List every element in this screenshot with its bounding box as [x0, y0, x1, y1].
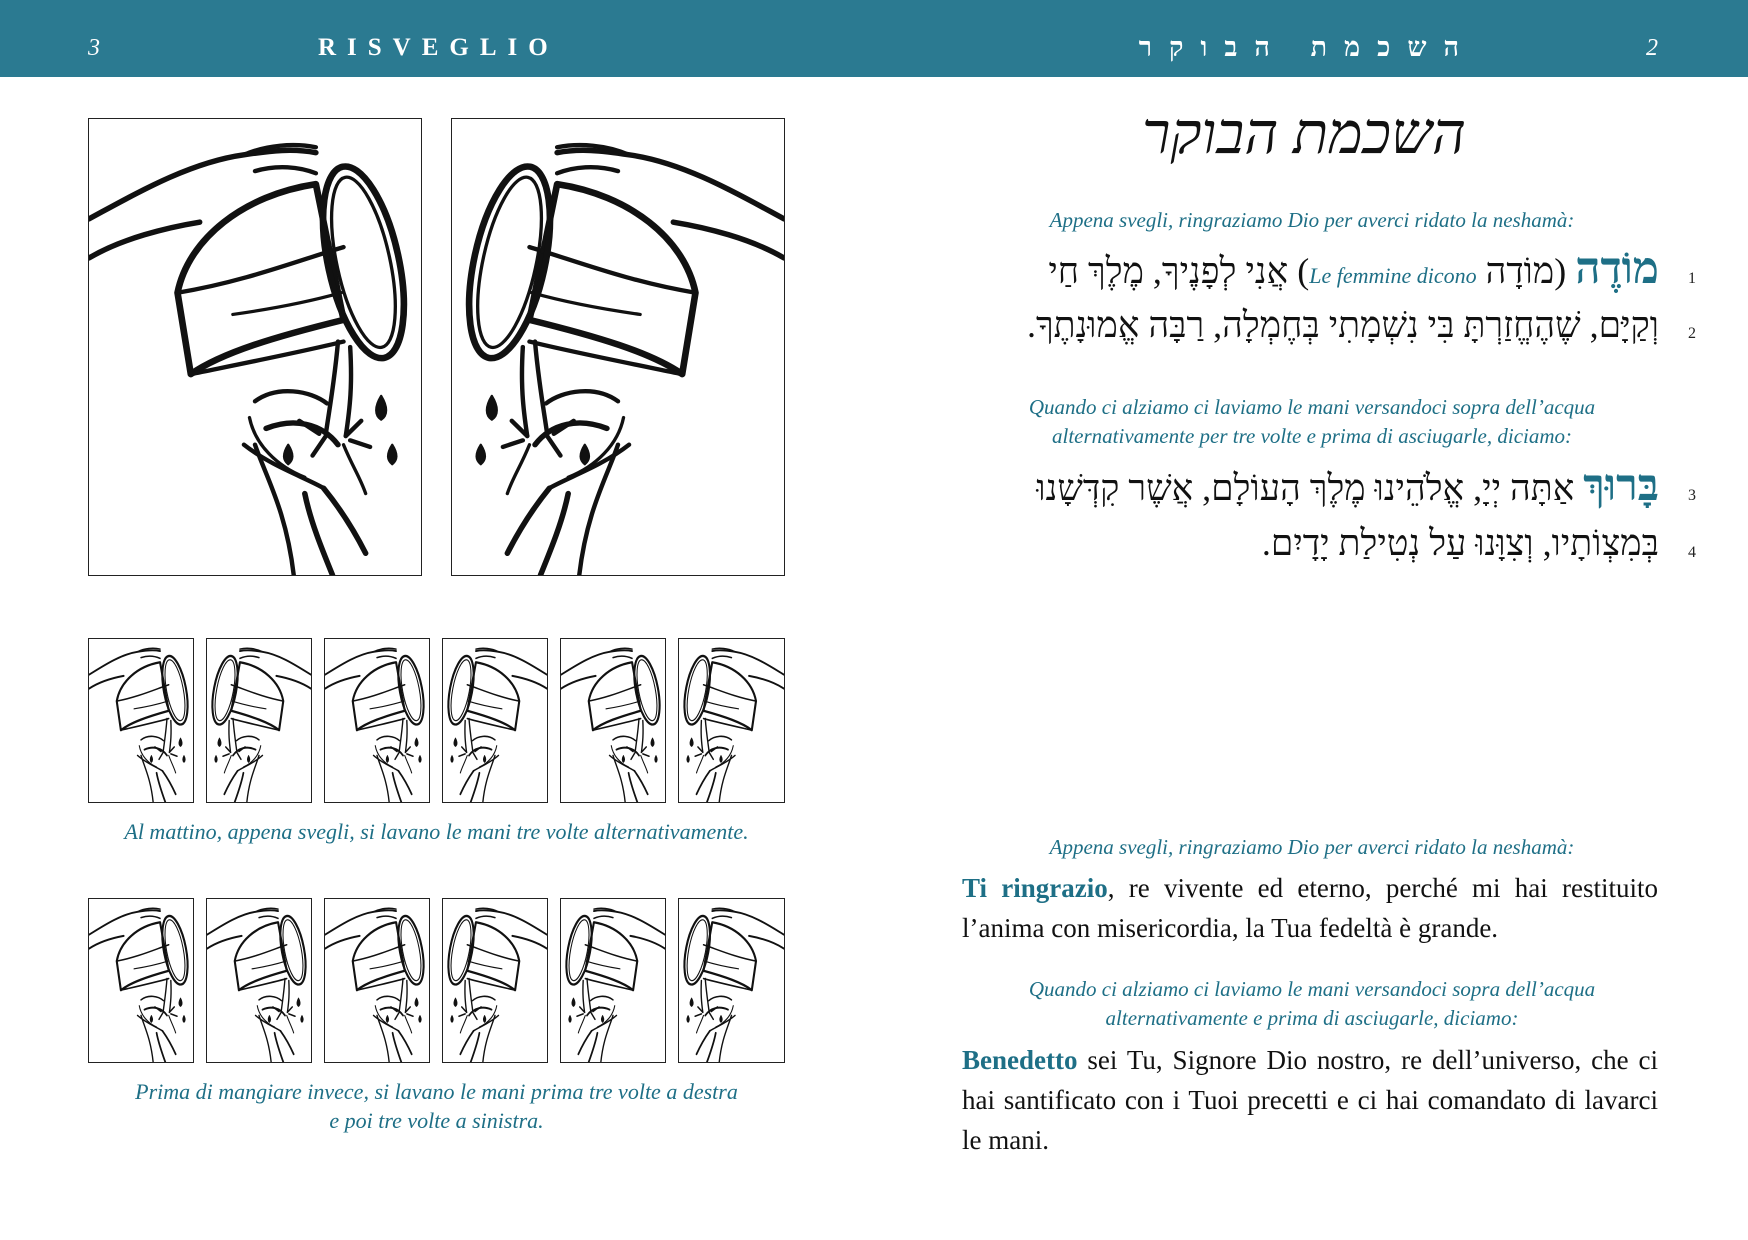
line-number-4: 4: [1688, 544, 1696, 561]
small-illustration-morning-1: [88, 638, 194, 803]
translation-instruction-2-line-1: Quando ci alziamo ci laviamo le mani versandoci sopra dell’acqua: [1028, 977, 1596, 1001]
baruch-first-word: בָּרוּךְ: [1583, 461, 1659, 510]
translation-paragraph-2: [962, 1040, 1658, 1160]
baruch-line-1: [1036, 460, 1659, 511]
small-illustration-morning-6: [678, 638, 785, 803]
small-illustration-meal-5: [560, 898, 666, 1063]
translation-instruction-2-line-2: alternativamente e prima di asciugarle, diciamo:: [1105, 1006, 1519, 1030]
large-illustration-right-hand: [88, 118, 422, 576]
modeh-line-1-rest: אֲנִי לְפָנֶיךָ, מֶלֶךְ חַי: [1048, 251, 1289, 291]
instruction-netilat-yadayim: [962, 393, 1662, 451]
small-illustration-morning-2: [206, 638, 312, 803]
right-running-title: השכמת הבוקר: [1138, 32, 1476, 62]
left-page-number: 3: [88, 35, 100, 61]
right-page-number: 2: [1646, 35, 1658, 61]
translation-paragraph-1-rest: , re vivente ed eterno, perché mi hai restituito l’anima con misericordia, la Tua fedeltà è grande.: [962, 873, 1659, 943]
baruch-line-2: בְּמִצְוֹתָיו, וְצִוָּנוּ עַל נְטִילַת יָדָיִם.: [1261, 523, 1659, 563]
modeh-paren-open: (: [1554, 251, 1567, 291]
small-illustration-meal-2: [206, 898, 312, 1063]
translation-paragraph-2-lead: Benedetto: [962, 1045, 1078, 1075]
modeh-female-word: מוֹדָה: [1485, 251, 1555, 291]
small-illustration-morning-4: [442, 638, 548, 803]
line-number-3: 3: [1688, 487, 1696, 504]
instruction-netilat-line-2: alternativamente per tre volte e prima di asciugarle, diciamo:: [1051, 424, 1573, 448]
translation-instruction-2: [962, 975, 1662, 1033]
modeh-line-2: וְקַיָּם, שֶׁהֶחֱזַרְתָּ בִּי נִשְׁמָתִי בְּחֶמְלָה, רַבָּה אֱמוּנָתֶךָ.: [1026, 305, 1659, 345]
small-illustration-meal-4: [442, 898, 548, 1063]
modeh-first-word: מוֹדֶה: [1575, 244, 1659, 293]
small-illustration-morning-3: [324, 638, 430, 803]
small-illustration-morning-5: [560, 638, 666, 803]
left-running-title: RISVEGLIO: [318, 34, 559, 61]
small-illustration-meal-6: [678, 898, 785, 1063]
small-illustration-meal-1: [88, 898, 194, 1063]
large-illustration-left-hand: [451, 118, 785, 576]
caption-meal-line-2: e poi tre volte a sinistra.: [329, 1108, 544, 1133]
baruch-line-1-rest: אַתָּה יְיָ, אֱלֹהֵינוּ מֶלֶךְ הָעוֹלָם, אֲשֶׁר קִדְּשָׁנוּ: [1036, 468, 1575, 508]
header-bar: [0, 0, 1748, 77]
caption-meal-line-1: Prima di mangiare invece, si lavano le mani prima tre volte a destra: [135, 1079, 738, 1104]
page-title-hebrew: השכמת הבוקר: [1142, 101, 1466, 166]
translation-instruction-1: Appena svegli, ringraziamo Dio per averci ridato la neshamà:: [1049, 835, 1575, 859]
translation-paragraph-1: [962, 868, 1658, 948]
instruction-netilat-line-1: Quando ci alziamo ci laviamo le mani versandoci sopra dell’acqua: [1028, 395, 1596, 419]
modeh-paren-close: ): [1297, 251, 1310, 291]
modeh-line-1: [1048, 243, 1659, 294]
translation-paragraph-2-rest: sei Tu, Signore Dio nostro, re dell’universo, che ci hai santificato con i Tuoi precetti e ci hai comandato di lavarci le mani.: [962, 1045, 1658, 1155]
line-number-2: 2: [1688, 325, 1696, 342]
line-number-1: 1: [1688, 270, 1696, 287]
caption-morning: Al mattino, appena svegli, si lavano le mani tre volte alternativamente.: [124, 819, 749, 844]
caption-meal: [88, 1077, 785, 1135]
modeh-female-note: Le femmine dicono: [1309, 263, 1477, 288]
translation-paragraph-1-lead: Ti ringrazio: [962, 873, 1108, 903]
instruction-modeh: Appena svegli, ringraziamo Dio per averci ridato la neshamà:: [1049, 208, 1575, 232]
small-illustration-meal-3: [324, 898, 430, 1063]
